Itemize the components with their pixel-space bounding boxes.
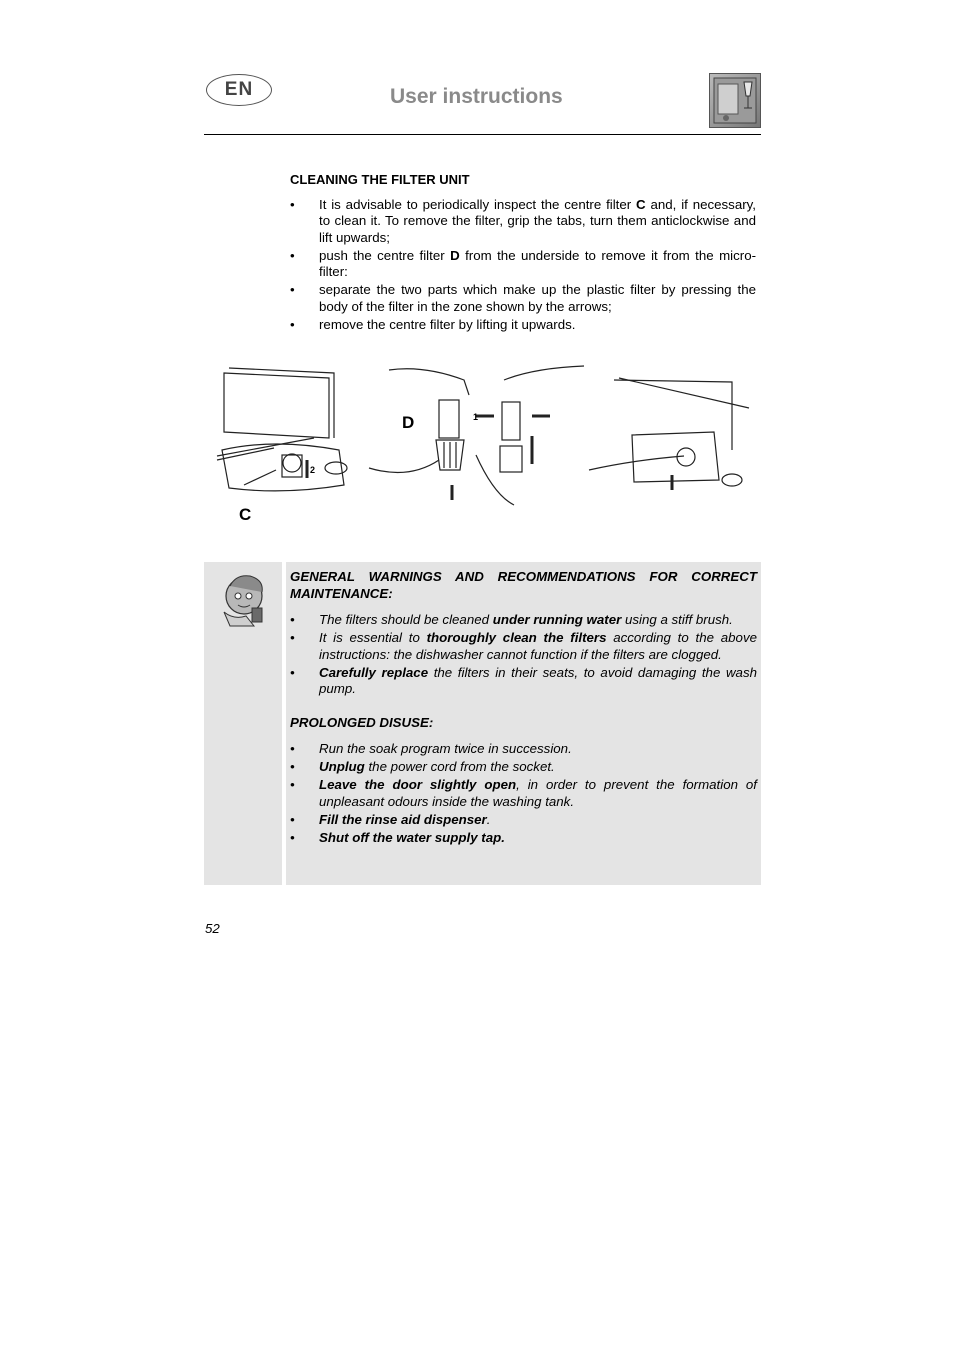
- list-item: • It is advisable to periodically inspect the centre filter C and, if necessary, to clean it. To remove the filter, grip the tabs, turn them anticlockwise and lift upwards;: [290, 197, 756, 247]
- language-badge: EN: [206, 74, 272, 106]
- warnings-panel: [286, 562, 761, 885]
- list-item: • push the centre filter D from the underside to remove it from the micro-filter:: [290, 248, 756, 281]
- arrow-number-2: 2: [310, 465, 316, 475]
- list-item: • It is essential to thoroughly clean the filters according to the above instructions: the dishwasher cannot function if the filters are clogged.: [290, 630, 757, 663]
- page-header: [204, 70, 761, 135]
- list-item: • Leave the door slightly open, in order to prevent the formation of unpleasant odours inside the washing tank.: [290, 777, 757, 810]
- filter-illustration: [214, 360, 756, 528]
- filter-steps-list: [290, 197, 756, 334]
- maintenance-list: [290, 612, 757, 698]
- list-item: • Unplug the power cord from the socket.: [290, 759, 757, 776]
- list-item: • Shut off the water supply tap.: [290, 830, 757, 847]
- filter-diagram: [214, 360, 756, 528]
- list-item: • Fill the rinse aid dispenser.: [290, 812, 757, 829]
- warnings-heading: GENERAL WARNINGS AND RECOMMENDATIONS FOR CORRECT MAINTENANCE:: [290, 569, 757, 601]
- label-c: C: [239, 505, 252, 524]
- page-title: User instructions: [390, 85, 563, 108]
- arrow-number-1: 1: [473, 412, 479, 422]
- list-item: • Carefully replace the filters in their seats, to avoid damaging the wash pump.: [290, 665, 757, 698]
- list-item: • Run the soak program twice in succession.: [290, 741, 757, 758]
- warnings-sidebar: [204, 562, 282, 885]
- list-item: • remove the centre filter by lifting it upwards.: [290, 317, 756, 334]
- section-heading: CLEANING THE FILTER UNIT: [290, 172, 470, 187]
- disuse-list: [290, 741, 757, 846]
- warnings-box: [204, 562, 761, 885]
- disuse-heading: PROLONGED DISUSE:: [290, 714, 434, 730]
- mascot-icon: [216, 572, 270, 633]
- list-item: • separate the two parts which make up the plastic filter by pressing the body of the filter in the zone shown by the arrows;: [290, 282, 756, 315]
- dishwasher-thumbnail-icon: [709, 73, 761, 128]
- list-item: • The filters should be cleaned under running water using a stiff brush.: [290, 612, 757, 629]
- filter-cleaning-section: [290, 172, 756, 335]
- label-d: D: [402, 413, 415, 432]
- warnings-content: [290, 569, 757, 848]
- page-number: 52: [205, 921, 220, 936]
